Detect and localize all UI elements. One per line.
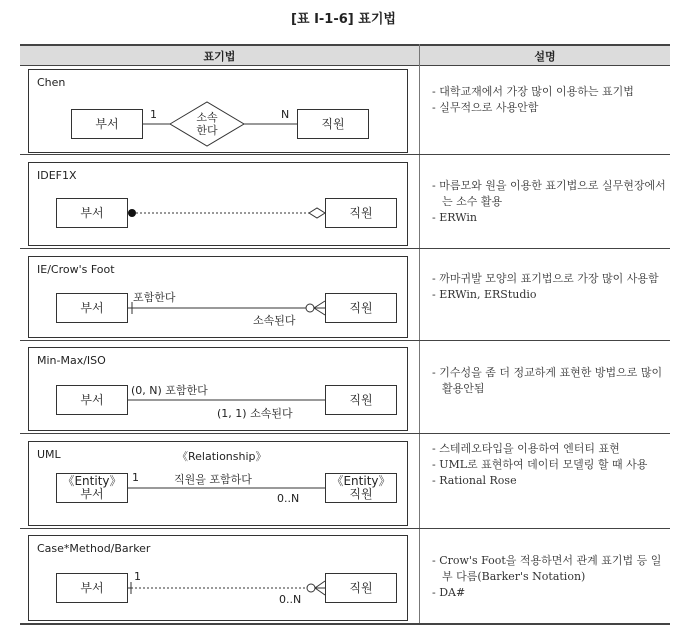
entity-department: 부서 (56, 573, 128, 603)
relationship-line-1: 소속 (196, 111, 218, 124)
relationship-label-left: 포함한다 (133, 291, 176, 304)
entity-employee (325, 473, 397, 503)
min-max-diagram (28, 347, 408, 431)
crows-foot-icon (314, 301, 325, 308)
idef1x-diagram (28, 162, 408, 246)
notation-title: Chen (37, 76, 66, 89)
row-divider (20, 528, 670, 529)
multiplicity-right: 0..N (277, 492, 300, 505)
crows-foot-diagram (28, 256, 408, 338)
idef1x-description (420, 178, 668, 226)
notation-title: IDEF1X (37, 169, 77, 182)
cardinality-left: 1 (134, 570, 141, 583)
hollow-diamond-icon (309, 208, 325, 218)
entity-name: 부서 (80, 487, 104, 501)
cardinality-left: 1 (150, 108, 157, 121)
description-item: - 기수성을 좀 더 정교하게 표현한 방법으로 많이 활용안됨 (432, 366, 663, 395)
entity-employee: 직원 (297, 109, 369, 139)
crows-foot-description (420, 271, 668, 303)
relationship-label-left: (0, N) 포함한다 (131, 384, 208, 397)
description-item: - ERWin (432, 211, 477, 224)
header-description: 설명 (534, 50, 556, 63)
column-divider (419, 44, 420, 625)
notation-table (20, 44, 670, 625)
row-divider (20, 154, 670, 155)
description-item: - DA# (432, 586, 466, 599)
barker-description (420, 553, 668, 601)
row-divider (20, 248, 670, 249)
notation-title: IE/Crow's Foot (37, 263, 115, 276)
description-item: - 실무적으로 사용안함 (432, 101, 539, 114)
relationship-label-right: 소속된다 (253, 314, 296, 327)
entity-department: 부서 (56, 198, 128, 228)
header-divider (20, 65, 670, 66)
barker-diagram (28, 535, 408, 621)
entity-name: 직원 (349, 487, 373, 501)
entity-department (56, 473, 128, 503)
cardinality-right: 0..N (279, 593, 302, 606)
chen-diagram (28, 69, 408, 153)
uml-description (420, 441, 668, 489)
filled-circle-icon (128, 209, 136, 217)
entity-employee: 직원 (325, 573, 397, 603)
entity-employee: 직원 (325, 385, 397, 415)
row-divider (20, 340, 670, 341)
notation-title: Min-Max/ISO (37, 354, 106, 367)
entity-department: 부서 (71, 109, 143, 139)
description-item: - 마름모와 원을 이용한 표기법으로 실무현장에서는 소수 활용 (432, 179, 666, 208)
optional-circle-icon (307, 584, 315, 592)
entity-employee: 직원 (325, 198, 397, 228)
entity-employee: 직원 (325, 293, 397, 323)
optional-circle-icon (306, 304, 314, 312)
table-bottom-border (20, 623, 670, 625)
entity-department: 부서 (56, 385, 128, 415)
relationship-stereotype: 《Relationship》 (177, 450, 267, 463)
relationship-label (187, 111, 227, 137)
description-item: - 대학교재에서 가장 많이 이용하는 표기법 (432, 85, 634, 98)
description-item: - Rational Rose (432, 474, 517, 487)
description-item: - 까마귀발 모양의 표기법으로 가장 많이 사용함 (432, 272, 659, 285)
relationship-label-right: (1, 1) 소속된다 (217, 407, 293, 420)
chen-description (420, 84, 668, 116)
entity-stereotype: 《Entity》 (62, 474, 122, 488)
header-notation: 표기법 (203, 50, 236, 63)
description-item: - ERWin, ERStudio (432, 288, 537, 301)
cardinality-right: N (281, 108, 290, 121)
association-label: 직원을 포함하다 (174, 473, 252, 486)
table-caption: [표 Ⅰ-1-6] 표기법 (291, 12, 396, 27)
min-max-description (420, 365, 668, 397)
description-item: - Crow's Foot을 적용하면서 관계 표기법 등 일부 다름(Barker's Notation) (432, 554, 662, 583)
crows-foot-icon (315, 581, 325, 588)
entity-department: 부서 (56, 293, 128, 323)
row-divider (20, 433, 670, 434)
entity-stereotype: 《Entity》 (331, 474, 391, 488)
description-item: - UML로 표현하여 데이터 모델링 할 때 사용 (432, 458, 648, 471)
description-item: - 스테레오타입을 이용하여 엔터티 표현 (432, 442, 620, 455)
multiplicity-left: 1 (132, 471, 139, 484)
relationship-line-2: 한다 (196, 124, 218, 137)
notation-title: Case*Method/Barker (37, 542, 151, 555)
notation-title: UML (37, 448, 61, 461)
uml-diagram (28, 441, 408, 526)
